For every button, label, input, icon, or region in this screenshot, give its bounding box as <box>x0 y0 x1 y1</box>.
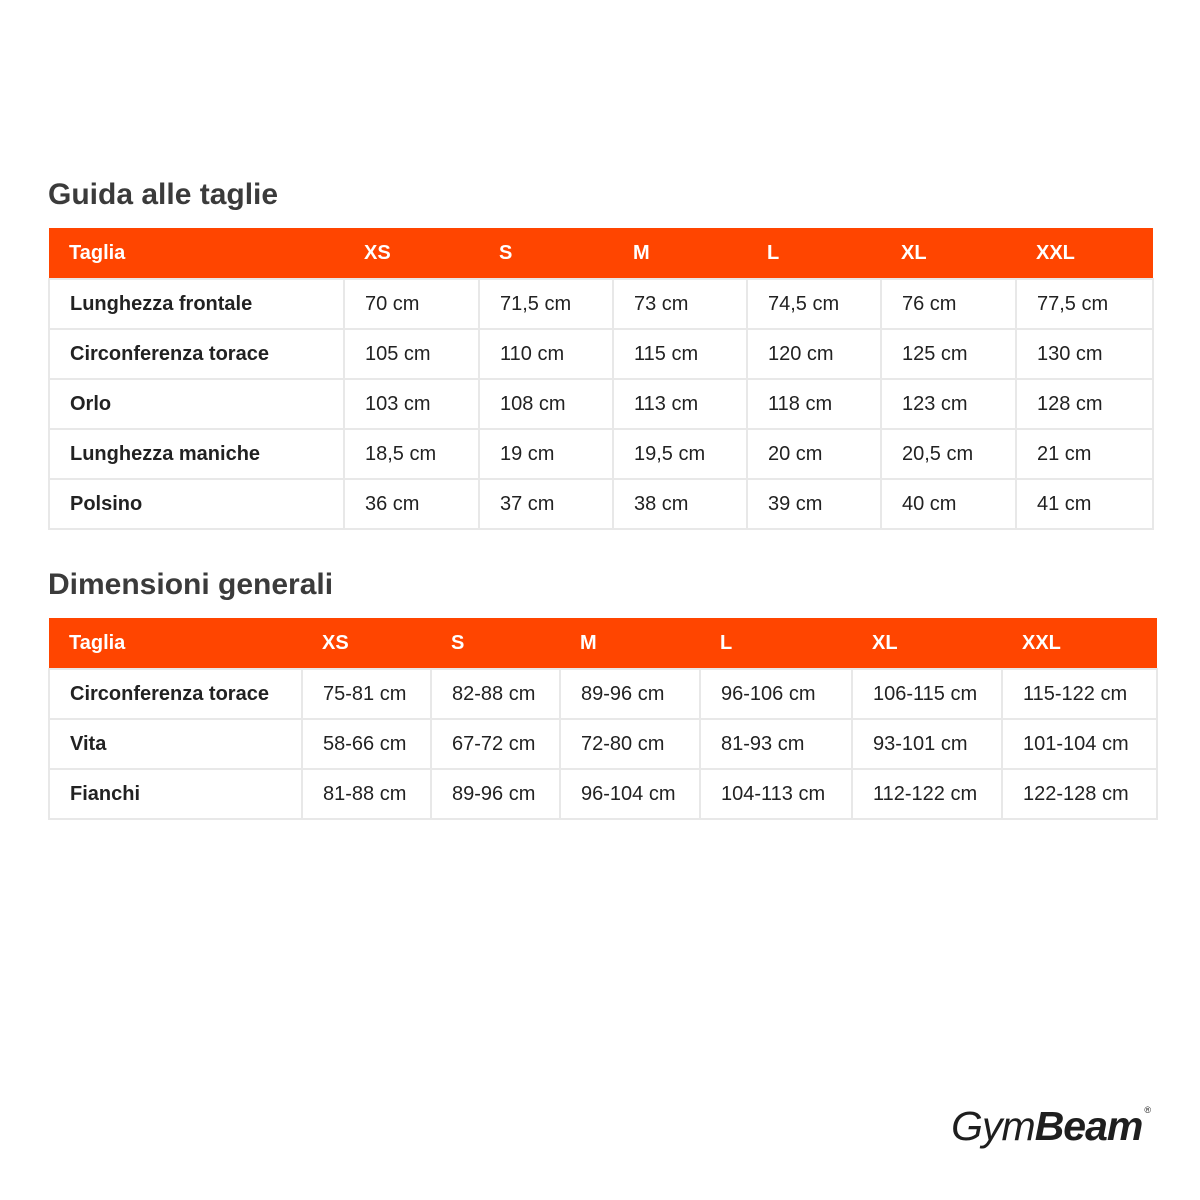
table-cell: 106-115 cm <box>852 669 1002 719</box>
table-row <box>49 329 1153 379</box>
row-label: Vita <box>49 719 302 769</box>
row-label: Polsino <box>49 479 344 529</box>
table-row <box>49 669 1157 719</box>
table-cell: 104-113 cm <box>700 769 852 819</box>
row-label: Lunghezza maniche <box>49 429 344 479</box>
row-label: Circonferenza torace <box>49 329 344 379</box>
table-cell: 108 cm <box>479 379 613 429</box>
header-cell: S <box>431 618 560 669</box>
table-row <box>49 379 1153 429</box>
table-cell: 36 cm <box>344 479 479 529</box>
size-guide-table <box>48 228 1154 530</box>
table-cell: 81-93 cm <box>700 719 852 769</box>
table-cell: 19,5 cm <box>613 429 747 479</box>
table-cell: 41 cm <box>1016 479 1153 529</box>
table-cell: 20 cm <box>747 429 881 479</box>
table-cell: 123 cm <box>881 379 1016 429</box>
table-cell: 75-81 cm <box>302 669 431 719</box>
table-cell: 112-122 cm <box>852 769 1002 819</box>
header-cell: L <box>700 618 852 669</box>
table-cell: 20,5 cm <box>881 429 1016 479</box>
table-cell: 40 cm <box>881 479 1016 529</box>
header-cell: XS <box>302 618 431 669</box>
row-label: Orlo <box>49 379 344 429</box>
size-guide-title: Guida alle taglie <box>48 178 279 211</box>
registered-mark: ® <box>1144 1105 1150 1115</box>
table-row <box>49 719 1157 769</box>
row-label: Circonferenza torace <box>49 669 302 719</box>
row-label: Lunghezza frontale <box>49 279 344 329</box>
header-cell: M <box>560 618 700 669</box>
general-dimensions-table <box>48 618 1158 820</box>
logo-text-light: Gym <box>951 1103 1035 1149</box>
header-cell: Taglia <box>49 228 344 279</box>
table-cell: 115 cm <box>613 329 747 379</box>
table-cell: 96-106 cm <box>700 669 852 719</box>
general-dimensions-title: Dimensioni generali <box>48 568 334 601</box>
table-cell: 115-122 cm <box>1002 669 1157 719</box>
header-cell: XXL <box>1002 618 1157 669</box>
table-cell: 21 cm <box>1016 429 1153 479</box>
table-cell: 81-88 cm <box>302 769 431 819</box>
header-cell: Taglia <box>49 618 302 669</box>
table-row <box>49 429 1153 479</box>
table-cell: 96-104 cm <box>560 769 700 819</box>
header-cell: XXL <box>1016 228 1153 279</box>
table-cell: 82-88 cm <box>431 669 560 719</box>
table-cell: 70 cm <box>344 279 479 329</box>
table-cell: 39 cm <box>747 479 881 529</box>
table-cell: 74,5 cm <box>747 279 881 329</box>
table-cell: 110 cm <box>479 329 613 379</box>
table-header-row <box>49 618 1157 669</box>
table-cell: 19 cm <box>479 429 613 479</box>
table-cell: 73 cm <box>613 279 747 329</box>
header-cell: XL <box>881 228 1016 279</box>
table-cell: 93-101 cm <box>852 719 1002 769</box>
table-cell: 76 cm <box>881 279 1016 329</box>
table-cell: 89-96 cm <box>560 669 700 719</box>
header-cell: XL <box>852 618 1002 669</box>
table-cell: 67-72 cm <box>431 719 560 769</box>
table-cell: 122-128 cm <box>1002 769 1157 819</box>
logo-text-bold: Beam <box>1034 1103 1143 1149</box>
table-cell: 118 cm <box>747 379 881 429</box>
header-cell: S <box>479 228 613 279</box>
table-cell: 101-104 cm <box>1002 719 1157 769</box>
table-cell: 125 cm <box>881 329 1016 379</box>
header-cell: L <box>747 228 881 279</box>
table-cell: 58-66 cm <box>302 719 431 769</box>
table-cell: 77,5 cm <box>1016 279 1153 329</box>
table-cell: 120 cm <box>747 329 881 379</box>
table-row <box>49 279 1153 329</box>
table-cell: 72-80 cm <box>560 719 700 769</box>
row-label: Fianchi <box>49 769 302 819</box>
table-header-row <box>49 228 1153 279</box>
table-cell: 103 cm <box>344 379 479 429</box>
table-cell: 89-96 cm <box>431 769 560 819</box>
table-cell: 128 cm <box>1016 379 1153 429</box>
table-cell: 71,5 cm <box>479 279 613 329</box>
table-cell: 18,5 cm <box>344 429 479 479</box>
table-row <box>49 479 1153 529</box>
table-cell: 130 cm <box>1016 329 1153 379</box>
table-cell: 37 cm <box>479 479 613 529</box>
table-cell: 113 cm <box>613 379 747 429</box>
header-cell: M <box>613 228 747 279</box>
table-cell: 105 cm <box>344 329 479 379</box>
table-row <box>49 769 1157 819</box>
header-cell: XS <box>344 228 479 279</box>
table-cell: 38 cm <box>613 479 747 529</box>
gymbeam-logo <box>951 1103 1150 1150</box>
